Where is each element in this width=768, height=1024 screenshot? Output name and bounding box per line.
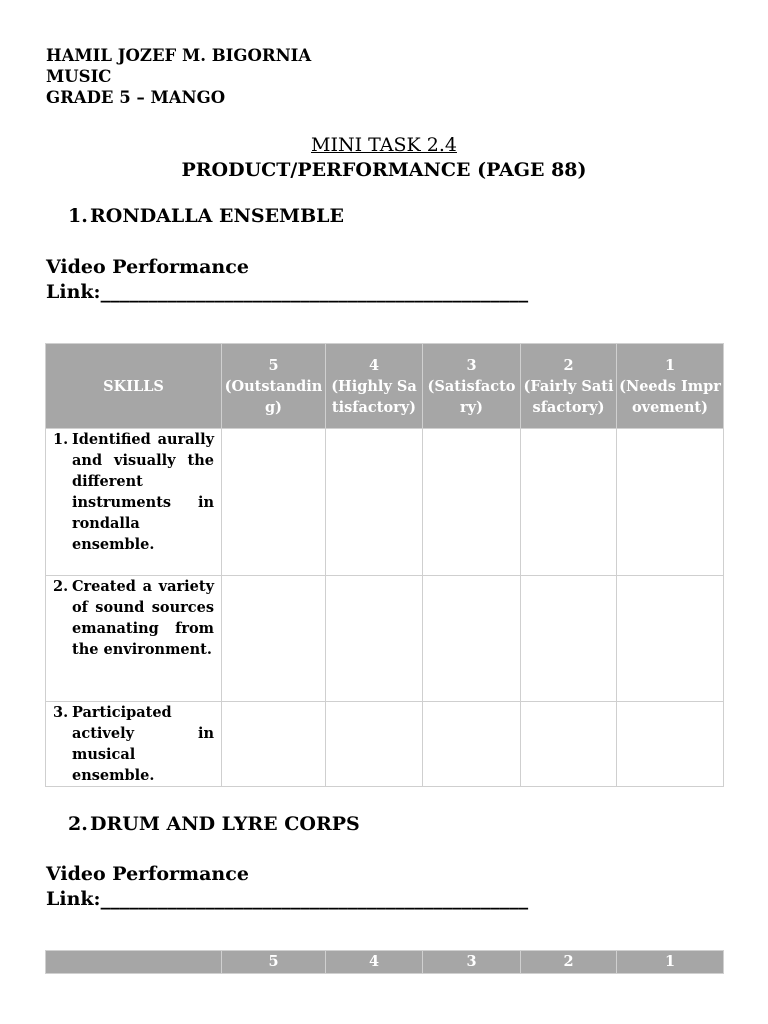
col-skills	[46, 951, 222, 974]
table-row	[46, 429, 724, 576]
section-2-heading	[68, 813, 360, 835]
section-1-video	[46, 255, 528, 305]
section-1-heading	[68, 205, 344, 227]
skill-cell	[46, 702, 222, 787]
task-title-line2: PRODUCT/PERFORMANCE (PAGE 88)	[181, 159, 587, 181]
rubric-table-2	[45, 950, 724, 974]
rubric-header-row	[46, 951, 724, 974]
subject: MUSIC	[46, 67, 112, 86]
section-1-video-label: Video Performance	[46, 256, 249, 278]
section-1-title: RONDALLA ENSEMBLE	[90, 205, 344, 227]
col-score-5: 5 (Outstanding)	[222, 344, 326, 429]
section-2-number: 2.	[68, 813, 88, 835]
rating-cell[interactable]	[326, 576, 423, 702]
rubric-table-1	[45, 343, 724, 787]
grade-section: GRADE 5 – MANGO	[46, 88, 226, 107]
task-title-line1: MINI TASK 2.4	[311, 134, 457, 156]
section-2-link-line: Link:_____________________________________________	[46, 888, 529, 910]
skill-text: Identified aurally and visually the different instruments in rondalla ensemble.	[72, 431, 214, 553]
skill-number: 3.	[53, 704, 69, 721]
col-score-4: 4	[326, 951, 423, 974]
student-name: HAMIL JOZEF M. BIGORNIA	[46, 46, 312, 65]
section-1-link-line: Link:_____________________________________________	[46, 281, 529, 303]
section-2-title: DRUM AND LYRE CORPS	[90, 813, 360, 835]
skill-text: Participated actively in musical ensemble.	[72, 704, 214, 784]
col-score-1: 1	[617, 951, 724, 974]
rating-cell[interactable]	[326, 429, 423, 576]
rating-cell[interactable]	[423, 576, 521, 702]
table-row	[46, 576, 724, 702]
rating-cell[interactable]	[521, 429, 617, 576]
col-score-3: 3	[423, 951, 521, 974]
section-1-number: 1.	[68, 205, 88, 227]
rating-cell[interactable]	[423, 429, 521, 576]
table-row	[46, 702, 724, 787]
rubric-header-row	[46, 344, 724, 429]
col-score-5: 5	[222, 951, 326, 974]
rating-cell[interactable]	[326, 702, 423, 787]
skill-text: Created a variety of sound sources emanating from the environment.	[72, 578, 214, 658]
rating-cell[interactable]	[521, 702, 617, 787]
rating-cell[interactable]	[617, 702, 724, 787]
rating-cell[interactable]	[617, 429, 724, 576]
rating-cell[interactable]	[617, 576, 724, 702]
skill-cell	[46, 576, 222, 702]
student-header	[46, 45, 311, 108]
rating-cell[interactable]	[222, 576, 326, 702]
col-score-2: 2	[521, 951, 617, 974]
rating-cell[interactable]	[222, 429, 326, 576]
section-2-video-label: Video Performance	[46, 863, 249, 885]
col-skills: SKILLS	[46, 344, 222, 429]
section-2-video	[46, 862, 528, 912]
col-score-1: 1 (Needs Improvement)	[617, 344, 724, 429]
col-score-3: 3 (Satisfactory)	[423, 344, 521, 429]
rating-cell[interactable]	[521, 576, 617, 702]
rating-cell[interactable]	[423, 702, 521, 787]
rating-cell[interactable]	[222, 702, 326, 787]
skill-cell	[46, 429, 222, 576]
col-score-4: 4 (Highly Satisfactory)	[326, 344, 423, 429]
col-score-2: 2 (Fairly Satisfactory)	[521, 344, 617, 429]
task-title	[0, 133, 768, 183]
skill-number: 1.	[53, 431, 69, 448]
skill-number: 2.	[53, 578, 69, 595]
